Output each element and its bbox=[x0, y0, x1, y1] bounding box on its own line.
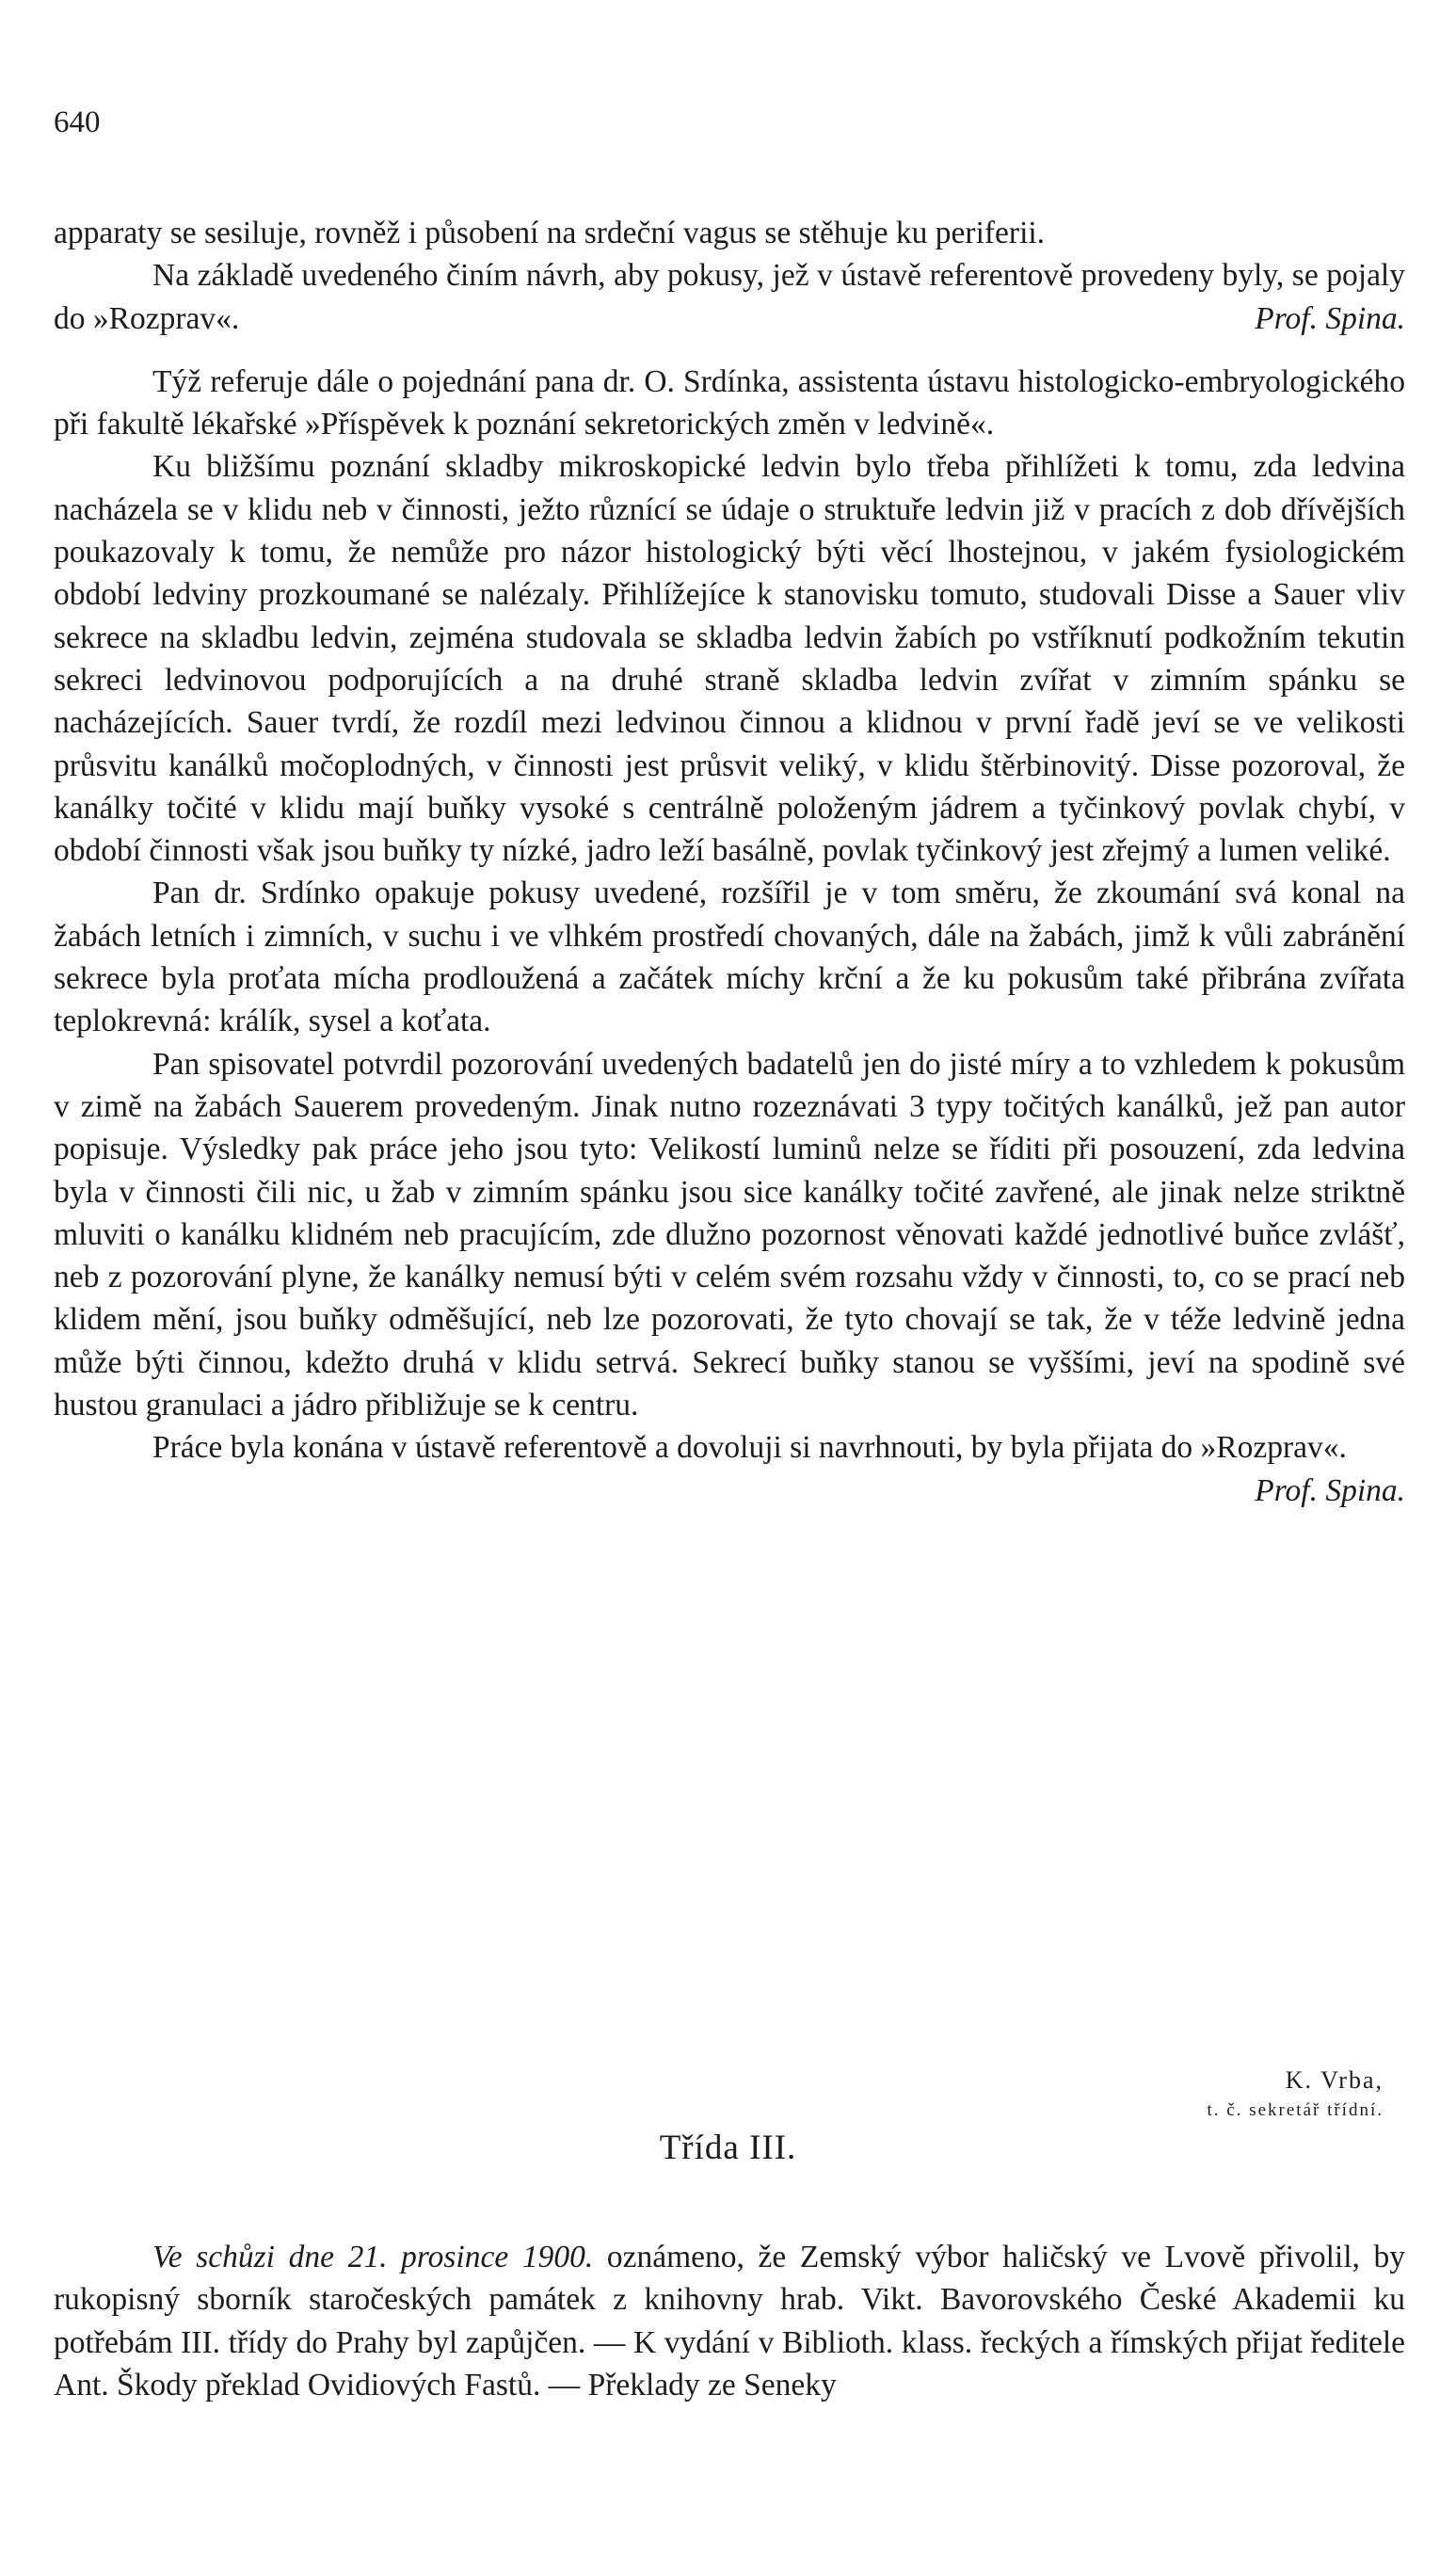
secretary-role: t. č. sekretář třídní. bbox=[1207, 2100, 1384, 2120]
secretary-signature bbox=[1207, 2066, 1384, 2121]
signature-prof-spina-1: Prof. Spina. bbox=[1255, 300, 1405, 336]
page-number: 640 bbox=[54, 105, 101, 139]
main-text-block bbox=[54, 212, 1405, 1512]
paragraph-2-text: Na základě uvedeného činím návrh, aby pokusy, jež v ústavě referentově provedeny byly, se pojaly do »Rozprav«. bbox=[54, 258, 1405, 336]
paragraph-trida-iii bbox=[54, 2236, 1405, 2406]
paragraph-6: Pan spisovatel potvrdil pozorování uvedených badatelů jen do jisté míry a to vzhledem k pokusům v zimě na žabách Sauerem provedeným. Jinak nutno rozeznávati 3 typy točitých kanálků, jež pan autor popisuje. Výsledky pak práce jeho jsou tyto: Velikostí luminů nelze se říditi při posouzení, zda ledvina byla v činnosti čili nic, u žab v zimním spánku jsou sice kanálky točité zavřené, ale jinak nelze striktně mluviti o kanálku klidném neb pracujícím, zde dlužno pozornost věnovati každé jednotlivé buňce zvlášť, neb z pozorování plyne, že kanálky nemusí býti v celém svém rozsahu vždy v činnosti, to, co se prací neb klidem mění, jsou buňky odměšující, neb lze pozorovati, že tyto chovají se tak, že v téže ledvině jedna může býti činnou, kdežto druhá v klidu setrvá. Sekrecí buňky stanou se vyššími, jeví na spodině své hustou granulaci a jádro přibližuje se k centru. bbox=[54, 1046, 1405, 1423]
paragraph-7-text: Práce byla konána v ústavě referentově a dovoluji si navrhnouti, by byla přijata do »Rozprav«. bbox=[152, 1430, 1347, 1466]
second-text-block bbox=[54, 2236, 1405, 2406]
section-heading: Třída III. bbox=[659, 2129, 797, 2167]
paragraph-3: Týž referuje dále o pojednání pana dr. O. Srdínka, assistenta ústavu histologicko-embryologického při fakultě lékařské »Příspěvek k poznání sekretorických změn v ledvině«. bbox=[54, 363, 1405, 442]
signature-prof-spina-2: Prof. Spina. bbox=[1255, 1472, 1405, 1508]
paragraph-5: Pan dr. Srdínko opakuje pokusy uvedené, rozšířil je v tom směru, že zkoumání svá konal na žabách letních i zimních, v suchu i ve vlhkém prostředí chovaných, dále na žabách, jimž k vůli zabránění sekrece byla proťata mícha prodloužená a začátek míchy krční a že ku pokusům také přibrána zvířata teplokrevná: králík, sysel a koťata. bbox=[54, 876, 1405, 1039]
secretary-name: K. Vrba, bbox=[1285, 2066, 1384, 2094]
paragraph-4: Ku bližšímu poznání skladby mikroskopické ledvin bylo třeba přihlížeti k tomu, zda ledvina nacházela se v klidu neb v činnosti, ježto různící se údaje o struktuře ledvin již v pracích z dob dřívějších poukazovaly k tomu, že nemůže pro názor histologický býti věcí lhostejnou, v jakém fysiologickém období ledviny prozkoumané se nalézaly. Přihlížejíce k stanovisku tomuto, studovali Disse a Sauer vliv sekrece na skladbu ledvin, zejména studovala se skladba ledvin žabích po vstříknutí podkožním tekutin sekreci ledvinovou podporujících a na druhé straně skladba ledvin zvířat v zimním spánku se nacházejících. Sauer tvrdí, že rozdíl mezi ledvinou činnou a klidnou v první řadě jeví se ve velikosti průsvitu kanálků močoplodných, v činnosti jest průsvit veliký, v klidu štěrbinovitý. Disse pozoroval, že kanálky točité v klidu mají buňky vysoké s centrálně položeným jádrem a tyčinkový povlak chybí, v období činnosti však jsou buňky ty nízké, jadro leží basálně, povlak tyčinkový jest zřejmý a lumen veliké. bbox=[54, 449, 1405, 869]
paragraph-7 bbox=[54, 1426, 1405, 1512]
paragraph-trida-iii-text: oznámeno, že Zemský výbor haličský ve Lvově přivolil, by rukopisný sborník staročeských památek z knihovny hrab. Vikt. Bavorovského České Akademii ku potřebám III. třídy do Prahy byl zapůjčen. — K vydání v Biblioth. klass. řeckých a římských přijat ředitele Ant. Škody překlad Ovidiových Fastů. — Překlady ze Seneky bbox=[54, 2240, 1405, 2402]
paragraph-1: apparaty se sesiluje, rovněž i působení na srdeční vagus se stěhuje ku periferii. bbox=[54, 216, 1046, 250]
meeting-date-lead: Ve schůzi dne 21. prosince 1900. bbox=[152, 2240, 594, 2274]
paragraph-2 bbox=[54, 254, 1405, 340]
